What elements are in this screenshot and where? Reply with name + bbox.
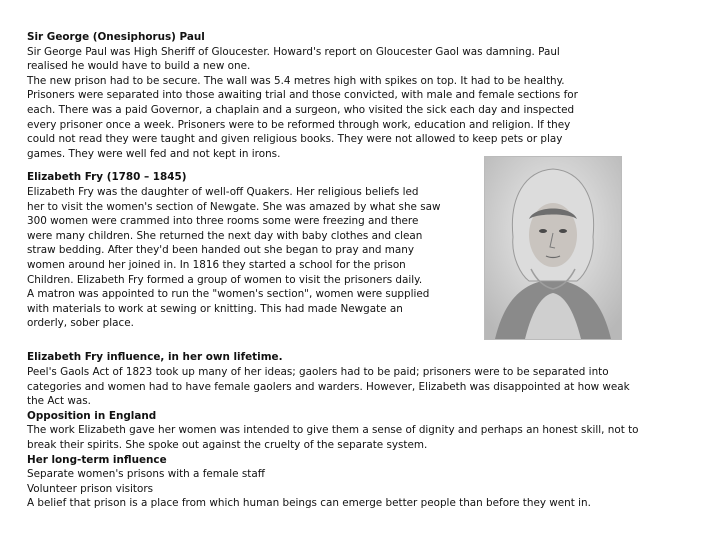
longterm-line-1: Volunteer prison visitors [27, 482, 154, 495]
paul-line-4: each. There was a paid Governor, a chaplain and a surgeon, who visited the sick each day and inspected [27, 103, 575, 116]
influence-line-1: categories and women had to have female gaolers and warders. However, Elizabeth was disappointed at how weak [27, 380, 630, 393]
fry-line-4: straw bedding. After they'd been handed out she began to pray and many [27, 244, 415, 257]
fry-line-2: 300 women were crammed into three rooms some were freezing and there [27, 215, 419, 228]
fry-line-3: were many children. She returned the next day with baby clothes and clean [27, 229, 423, 242]
paul-line-6: could not read they were taught and given religious books. They were not allowed to keep pets or play [27, 133, 563, 146]
heading-elizabeth-fry: Elizabeth Fry (1780 – 1845) [27, 171, 187, 184]
fry-line-0: Elizabeth Fry was the daughter of well-off Quakers. Her religious beliefs led [27, 185, 419, 198]
fry-line-6: Children. Elizabeth Fry formed a group of women to visit the prisoners daily. [27, 273, 423, 286]
section-george-paul [27, 30, 627, 161]
paul-line-7: games. They were well fed and not kept in irons. [27, 147, 281, 160]
fry-text-column [27, 170, 477, 331]
fry-line-8: with materials to work at sewing or knitting. This had made Newgate an [27, 302, 403, 315]
paul-line-2: The new prison had to be secure. The wall was 5.4 metres high with spikes on top. It had to be healthy. [27, 74, 565, 87]
paul-line-3: Prisoners were separated into those awaiting trial and those convicted, with male and female sections for [27, 89, 578, 102]
section-elizabeth-fry [27, 170, 699, 340]
opposition-line-1: break their spirits. She spoke out against the cruelty of the separate system. [27, 438, 428, 451]
longterm-line-0: Separate women's prisons with a female staff [27, 468, 265, 481]
document-page [27, 30, 699, 511]
influence-line-2: the Act was. [27, 395, 91, 408]
heading-influence: Elizabeth Fry influence, in her own lifetime. [27, 351, 283, 364]
portrait-engraving-image [485, 157, 621, 339]
fry-line-7: A matron was appointed to run the "women's section", women were supplied [27, 288, 430, 301]
paul-line-1: realised he would have to build a new one. [27, 60, 251, 73]
paul-line-5: every prisoner once a week. Prisoners were to be reformed through work, education and religion. If they [27, 118, 571, 131]
heading-george-paul: Sir George (Onesiphorus) Paul [27, 31, 205, 43]
longterm-line-2: A belief that prison is a place from which human beings can emerge better people than before they went in. [27, 497, 591, 510]
fry-line-1: her to visit the women's section of Newgate. She was amazed by what she saw [27, 200, 441, 213]
opposition-line-0: The work Elizabeth gave her women was intended to give them a sense of dignity and perhaps an honest skill, not to [27, 424, 639, 437]
heading-opposition: Opposition in England [27, 409, 157, 422]
influence-line-0: Peel's Gaols Act of 1823 took up many of her ideas; gaolers had to be paid; prisoners were to be separated into [27, 365, 609, 378]
heading-long-term: Her long-term influence [27, 453, 167, 466]
section-influence [27, 350, 687, 511]
paul-line-0: Sir George Paul was High Sheriff of Gloucester. Howard's report on Gloucester Gaol was damning. Paul [27, 45, 560, 58]
fry-line-5: women around her joined in. In 1816 they started a school for the prison [27, 258, 406, 271]
elizabeth-fry-portrait [484, 156, 622, 340]
fry-line-9: orderly, sober place. [27, 317, 134, 330]
